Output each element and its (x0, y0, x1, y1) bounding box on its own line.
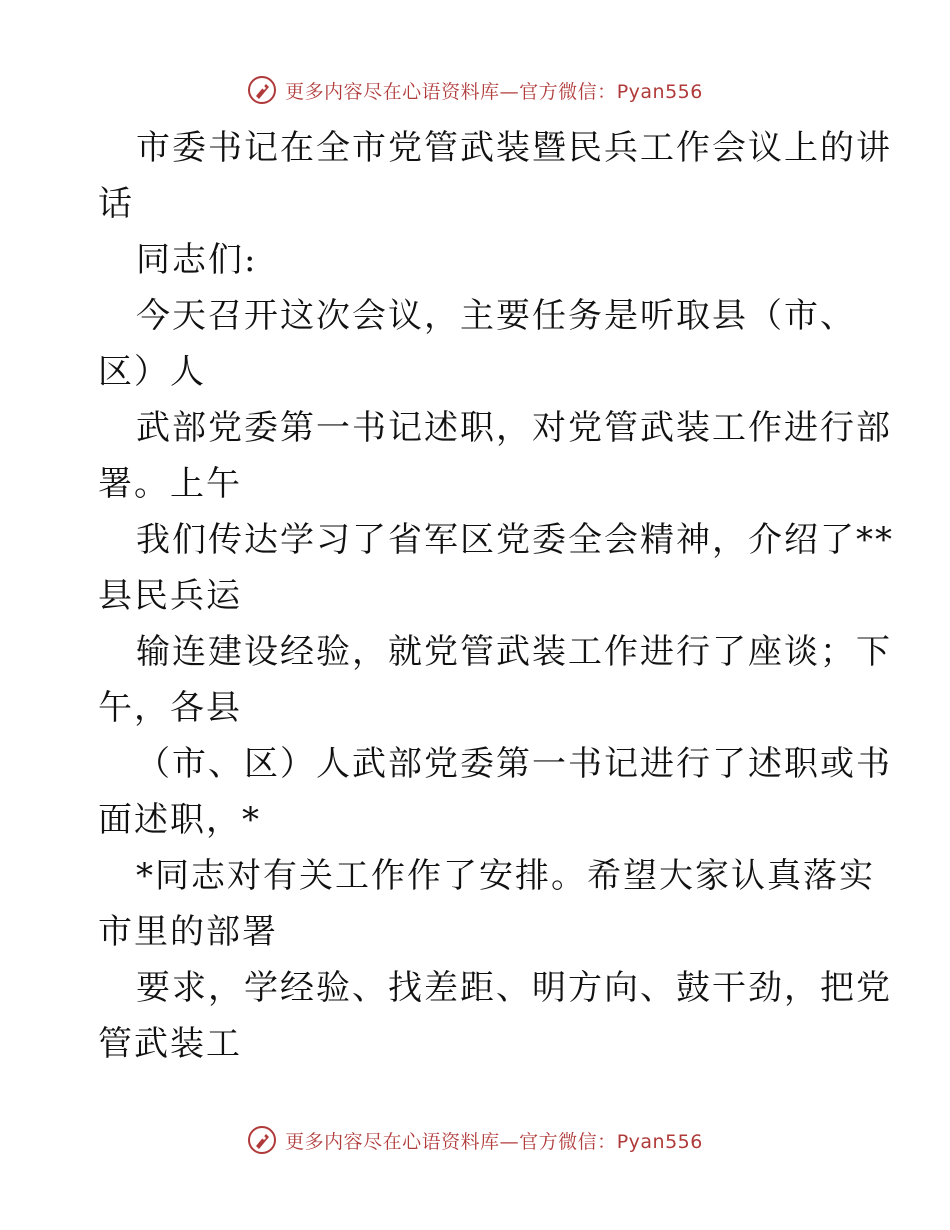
text-line: 要求，学经验、找差距、明方向、鼓干劲，把党 (136, 968, 892, 1008)
banner-site-name: 更多内容尽在心语资料库 (285, 1130, 500, 1153)
banner-dash: — (499, 1130, 520, 1153)
pen-nib-logo-icon (247, 1125, 277, 1155)
text-line: 面述职，* (98, 800, 261, 840)
text-line: （市、区）人武部党委第一书记进行了述职或书 (136, 744, 892, 784)
pen-nib-logo-icon (247, 75, 277, 105)
text-line: 管武装工 (98, 1024, 242, 1064)
document-body (98, 120, 894, 1072)
banner-wechat-id: Pyan556 (616, 80, 703, 103)
banner-site-name: 更多内容尽在心语资料库 (285, 80, 500, 103)
text-line: 武部党委第一书记述职，对党管武装工作进行部 (136, 408, 892, 448)
text-line: 市委书记在全市党管武装暨民兵工作会议上的讲 (136, 128, 892, 168)
footer-banner (0, 1120, 950, 1160)
banner-wechat-id: Pyan556 (616, 1130, 703, 1153)
text-line: 今天召开这次会议，主要任务是听取县（市、 (136, 296, 856, 336)
text-line: 输连建设经验，就党管武装工作进行了座谈；下 (136, 632, 892, 672)
text-line: 县民兵运 (98, 576, 242, 616)
text-line: 话 (98, 184, 134, 224)
text-line: 我们传达学习了省军区党委全会精神，介绍了** (136, 520, 894, 560)
text-line: 署。上午 (98, 464, 242, 504)
text-line: 午，各县 (98, 688, 242, 728)
banner-text (285, 77, 703, 104)
banner-wechat-label: 官方微信： (519, 1130, 617, 1153)
banner-wechat-label: 官方微信： (519, 80, 617, 103)
banner-dash: — (499, 80, 520, 103)
header-banner (0, 70, 950, 110)
text-line: *同志对有关工作作了安排。希望大家认真落实 (136, 856, 875, 896)
banner-text (285, 1127, 703, 1154)
text-line: 同志们: (136, 240, 258, 280)
text-line: 市里的部署 (98, 912, 278, 952)
text-line: 区）人 (98, 352, 206, 392)
